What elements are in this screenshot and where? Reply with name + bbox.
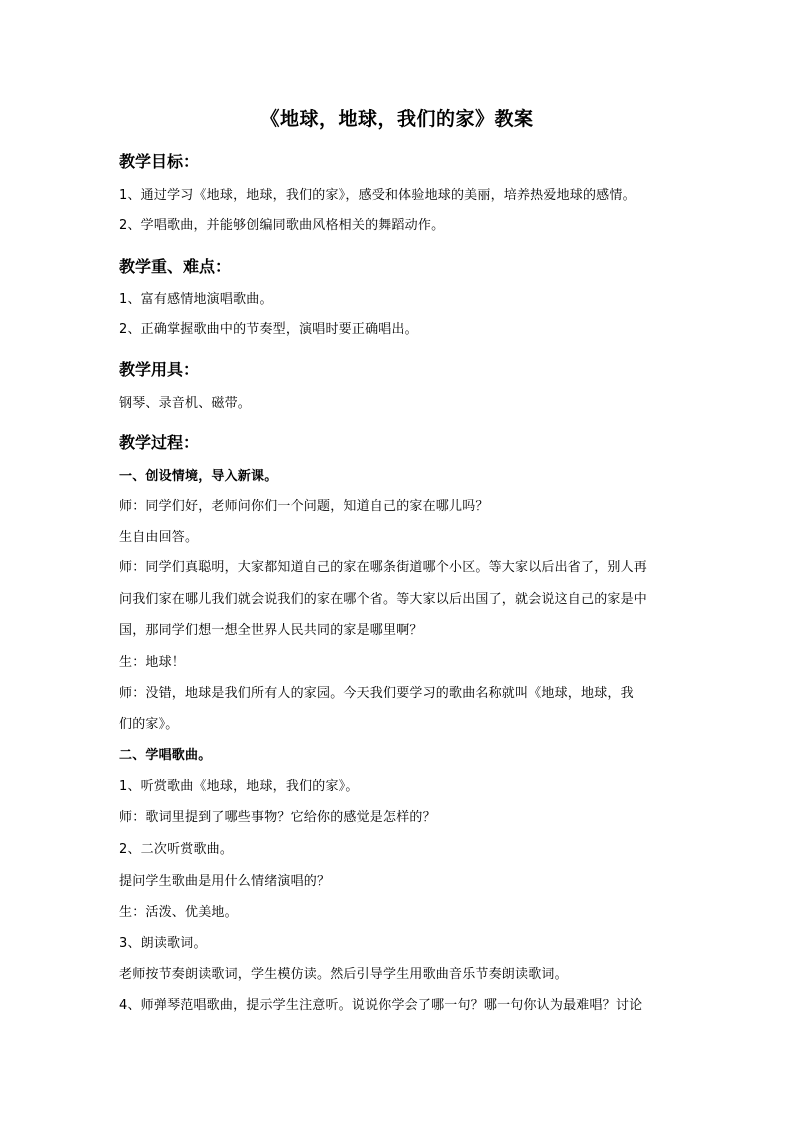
process-subheading-1: 一、创设情境，导入新课。 <box>119 469 278 484</box>
process-line: 2、二次听赏歌曲。 <box>119 842 234 857</box>
process-line: 生：地球！ <box>119 655 186 670</box>
process-line: 生自由回答。 <box>119 530 199 545</box>
process-line: 4、师弹琴范唱歌曲，提示学生注意听。说说你学会了哪一句？哪一句你认为最难唱？讨论 <box>119 998 643 1013</box>
key-points-line-1: 1、富有感情地演唱歌曲。 <box>119 292 273 307</box>
process-line: 生：活泼、优美地。 <box>119 905 238 920</box>
document-title: 《地球，地球，我们的家》教案 <box>260 108 534 130</box>
process-line: 们的家》。 <box>119 717 179 732</box>
process-line: 3、朗读歌词。 <box>119 936 207 951</box>
tools-line-1: 钢琴、录音机、磁带。 <box>119 396 252 411</box>
process-line: 师：没错，地球是我们所有人的家园。今天我们要学习的歌曲名称就叫《地球，地球，我 <box>119 686 634 701</box>
process-subheading-2: 二、学唱歌曲。 <box>119 748 212 763</box>
goals-line-1: 1、通过学习《地球，地球，我们的家》，感受和体验地球的美丽，培养热爱地球的感情。 <box>119 188 636 203</box>
process-line: 问我们家在哪儿我们就会说我们的家在哪个省。等大家以后出国了，就会说这自己的家是中 <box>119 592 648 607</box>
section-heading-tools: 教学用具： <box>119 360 200 379</box>
process-line: 老师按节奏朗读歌词，学生模仿读。然后引导学生用歌曲音乐节奏朗读歌词。 <box>119 967 568 982</box>
process-line: 提问学生歌曲是用什么情绪演唱的？ <box>119 874 331 889</box>
key-points-line-2: 2、正确掌握歌曲中的节奏型，演唱时要正确唱出。 <box>119 322 418 337</box>
section-heading-goals: 教学目标： <box>119 152 200 171</box>
process-line: 师：同学们好，老师问你们一个问题，知道自己的家在哪儿吗？ <box>119 499 489 514</box>
process-line: 国，那同学们想一想全世界人民共同的家是哪里啊？ <box>119 623 423 638</box>
process-line: 师：同学们真聪明，大家都知道自己的家在哪条街道哪个小区。等大家以后出省了，别人再 <box>119 560 648 575</box>
goals-line-2: 2、学唱歌曲，并能够创编同歌曲风格相关的舞蹈动作。 <box>119 218 445 233</box>
section-heading-process: 教学过程： <box>119 433 200 452</box>
process-line: 1、听赏歌曲《地球，地球，我们的家》。 <box>119 779 359 794</box>
process-line: 师：歌词里提到了哪些事物？它给你的感觉是怎样的？ <box>119 810 436 825</box>
section-heading-key-points: 教学重、难点： <box>119 257 232 276</box>
